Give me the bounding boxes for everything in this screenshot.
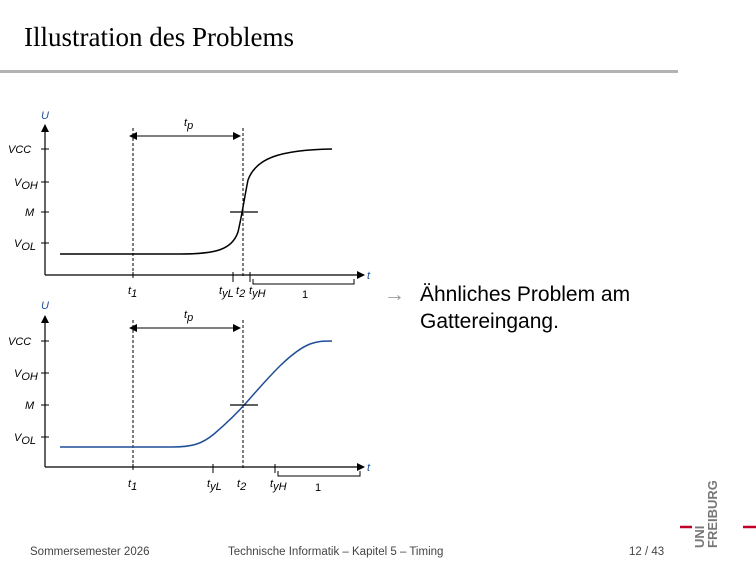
top-y-axis-label: U — [41, 110, 49, 122]
bottom-tick-t2: t2 — [237, 478, 247, 493]
bottom-level-m: M — [25, 400, 35, 412]
note-text: Ähnliches Problem am Gattereingang. — [420, 283, 631, 333]
slide-title: Illustration des Problems — [24, 22, 294, 52]
bottom-x-axis-label: t — [367, 462, 371, 474]
logo-line1: UNI — [692, 525, 707, 548]
top-one-label: 1 — [302, 289, 309, 301]
top-signal-curve — [60, 149, 332, 254]
top-tick-tyL: tyL — [219, 285, 234, 300]
bottom-tick-t1: t1 — [128, 478, 138, 493]
university-logo — [680, 476, 756, 552]
logo-line2: FREIBURG — [705, 480, 720, 548]
top-level-vcc: VCC — [8, 144, 32, 156]
bottom-tick-tyH: tyH — [270, 478, 287, 493]
bottom-tick-tyL: tyL — [207, 478, 222, 493]
bottom-y-axis-label: U — [41, 300, 49, 312]
top-level-voh: VOH — [14, 177, 38, 192]
bottom-tp-label: tp — [184, 309, 194, 324]
top-tp-label: tp — [184, 117, 194, 132]
bottom-diagram — [8, 300, 371, 494]
top-x-axis-label: t — [367, 270, 371, 282]
top-level-vol: VOL — [14, 238, 37, 253]
footer-course: Technische Informatik – Kapitel 5 – Timing — [228, 546, 444, 558]
bottom-level-vol: VOL — [14, 432, 37, 447]
top-one-bracket — [253, 279, 354, 284]
bottom-signal-curve — [60, 341, 332, 447]
bottom-one-bracket — [278, 471, 360, 476]
bottom-one-label: 1 — [315, 482, 322, 494]
top-tick-t1: t1 — [128, 285, 138, 300]
note-arrow-icon: → — [384, 283, 405, 306]
footer-page-number: 12 / 43 — [629, 546, 665, 558]
top-level-m: M — [25, 207, 35, 219]
top-tick-t2: t2 — [236, 285, 246, 300]
bottom-level-voh: VOH — [14, 368, 38, 383]
footer-semester: Sommersemester 2026 — [30, 546, 150, 558]
bottom-level-vcc: VCC — [8, 336, 32, 348]
top-tick-tyH: tyH — [249, 285, 266, 300]
top-diagram — [8, 110, 371, 301]
